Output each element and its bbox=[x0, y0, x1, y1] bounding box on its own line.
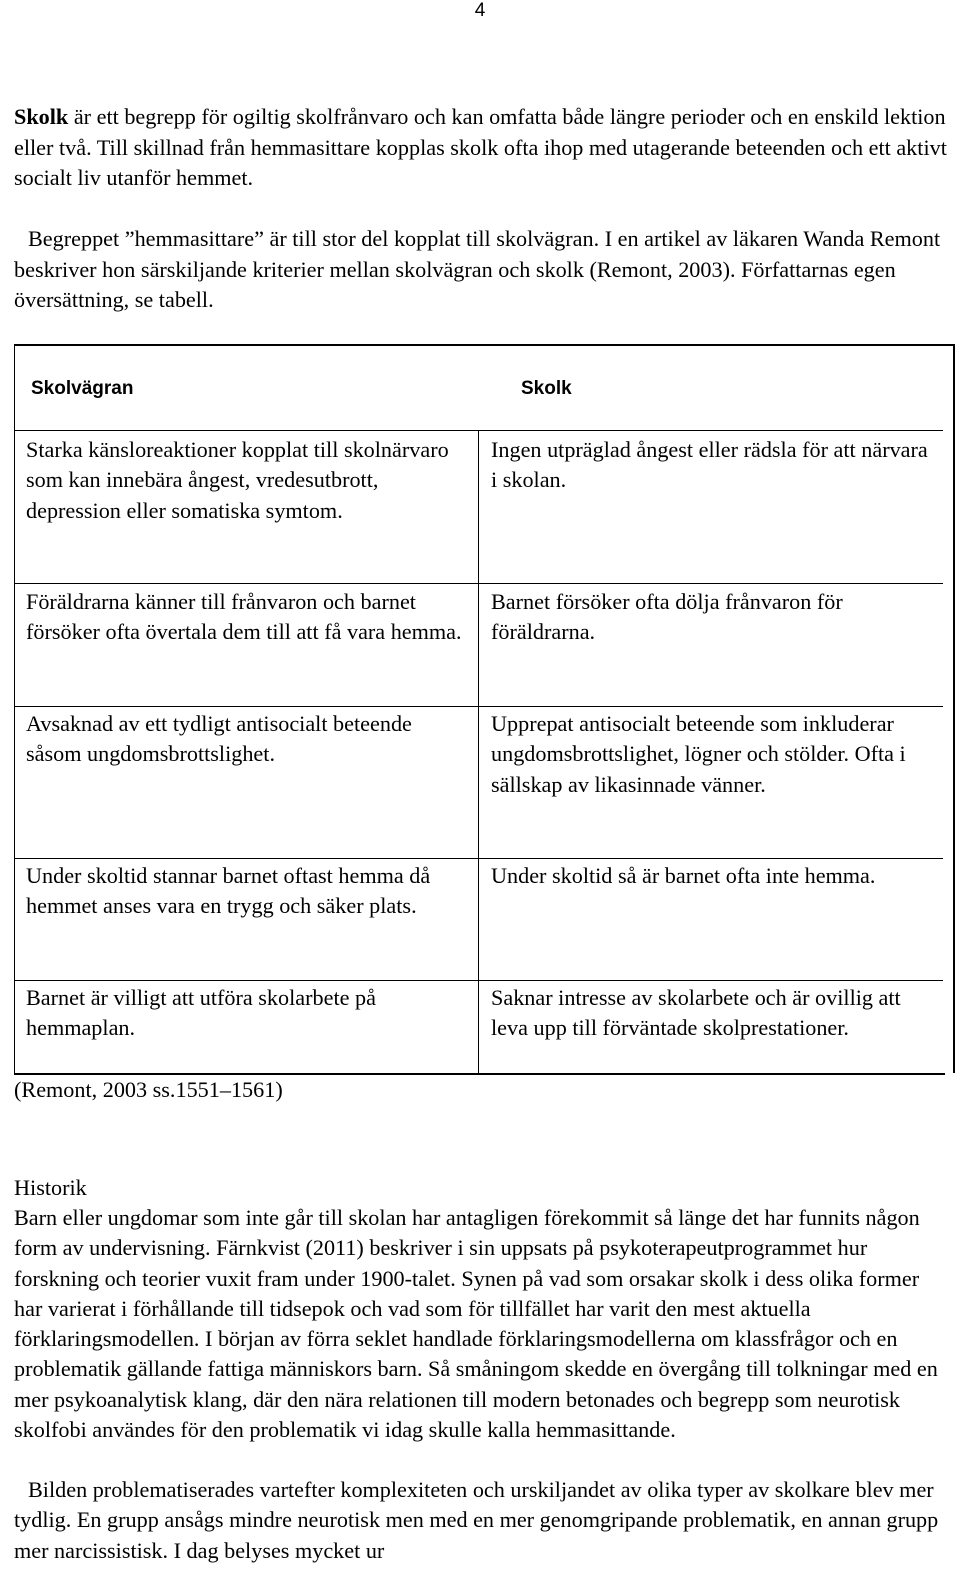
table-divider bbox=[15, 430, 943, 431]
table-divider bbox=[15, 706, 943, 707]
table-cell: Barnet är villigt att utföra skolarbete på hemmaplan. bbox=[26, 985, 376, 1041]
table-divider bbox=[15, 858, 943, 859]
table-divider bbox=[15, 583, 943, 584]
term-skolk: Skolk bbox=[14, 104, 69, 129]
intro-text: är ett begrepp för ogiltig skolfrånvaro och kan omfatta både längre perioder och en enskild lektion eller två. Till skillnad från hemmasittare kopplas skolk ofta ihop med utagerande beteenden och ett aktivt socialt liv utanför hemmet. bbox=[14, 104, 947, 190]
table-cell: Under skoltid stannar barnet oftast hemma då hemmet anses vara en trygg och säker plats. bbox=[26, 863, 431, 919]
table-cell: Under skoltid så är barnet ofta inte hemma. bbox=[491, 863, 876, 888]
table-cell: Ingen utpräglad ångest eller rädsla för att närvara i skolan. bbox=[491, 437, 928, 493]
table-cell: Starka känsloreaktioner kopplat till skolnärvaro som kan innebära ångest, vredesutbrott, depression eller somatiska symtom. bbox=[26, 437, 449, 523]
table-cell: Föräldrarna känner till frånvaron och barnet försöker ofta övertala dem till att få vara hemma. bbox=[26, 589, 462, 645]
table-cell: Avsaknad av ett tydligt antisocialt beteende såsom ungdomsbrottslighet. bbox=[26, 711, 412, 767]
intro-paragraph bbox=[14, 102, 949, 194]
table-cell: Barnet försöker ofta dölja frånvaron för föräldrarna. bbox=[491, 589, 843, 645]
column-header-skolk: Skolk bbox=[521, 378, 572, 399]
section-heading-historik: Historik bbox=[14, 1175, 87, 1200]
table-cell: Saknar intresse av skolarbete och är ovillig att leva upp till förväntade skolprestationer. bbox=[491, 985, 901, 1041]
hemmasittare-paragraph: Begreppet ”hemmasittare” är till stor del kopplat till skolvägran. I en artikel av läkaren Wanda Remont beskriver hon särskiljande kriterier mellan skolvägran och skolk (Remont, 2003). Författarnas egen översättning, se tabell. bbox=[14, 226, 941, 312]
table-source: (Remont, 2003 ss.1551–1561) bbox=[14, 1077, 283, 1102]
history-paragraph: Barn eller ungdomar som inte går till skolan har antagligen förekommit så länge det har funnits någon form av undervisning. Färnkvist (2011) beskriver i sin uppsats på psykoterapeutprogrammet hur forskning och teorier vuxit fram under 1900-talet. Synen på vad som orsakar skolk i dess olika former har varierat i förhållande till tidsepok och vad som för tillfället har varit den mest aktuella förklaringsmodellen. I början av förra seklet handlade förklaringsmodellerna om klassfrågor och en problematik gällande fattiga människors barn. Så småningom skedde en övergång till tolkningar med en mer psykoanalytisk klang, där den nära relationen till modern betonades och begrepp som neurotisk skolfobi användes för den problematik vi idag skulle kalla hemmasittande. bbox=[14, 1205, 938, 1443]
table-cell: Upprepat antisocialt beteende som inkluderar ungdomsbrottslighet, lögner och stölder. Ofta i sällskap av likasinnade vänner. bbox=[491, 711, 906, 797]
column-header-skolvagran: Skolvägran bbox=[31, 378, 134, 399]
history-paragraph-continued: Bilden problematiserades vartefter komplexiteten och urskiljandet av olika typer av skolkare blev mer tydlig. En grupp ansågs mindre neurotisk men med en mer genomgripande problematik, en annan grupp mer narcissistisk. I dag belyses mycket ur bbox=[14, 1477, 939, 1563]
table-column-divider bbox=[478, 430, 479, 1073]
table-divider bbox=[15, 980, 943, 981]
page-number: 4 bbox=[474, 0, 486, 21]
